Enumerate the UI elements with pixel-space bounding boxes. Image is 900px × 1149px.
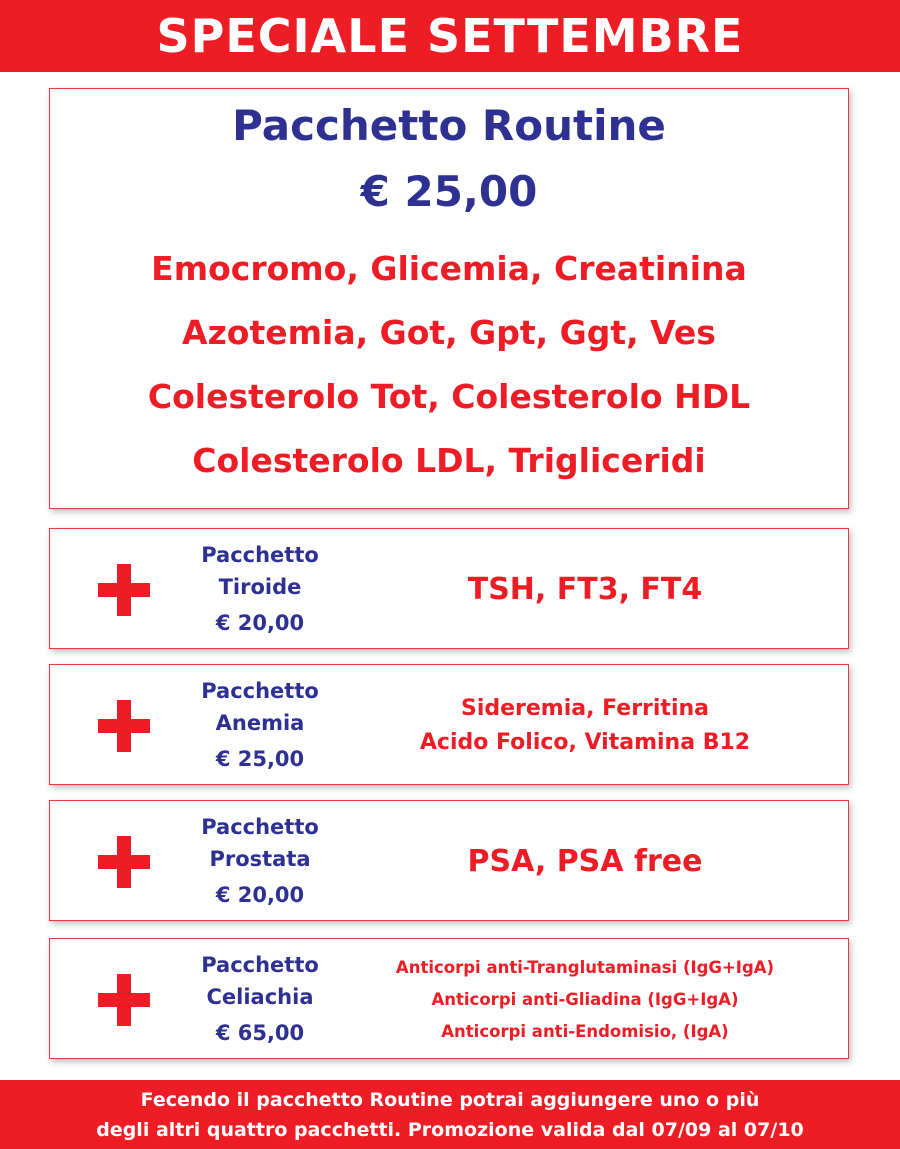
package-name bbox=[170, 539, 350, 603]
routine-test-line: Emocromo, Glicemia, Creatinina bbox=[151, 249, 747, 288]
package-card-prostata bbox=[49, 800, 849, 921]
routine-test-line: Azotemia, Got, Gpt, Ggt, Ves bbox=[182, 313, 716, 352]
package-test-line: PSA, PSA free bbox=[467, 844, 703, 879]
package-name-line: Pacchetto bbox=[201, 679, 319, 703]
package-test-line: Anticorpi anti-Endomisio, (IgA) bbox=[441, 1021, 729, 1041]
package-test-line: Acido Folico, Vitamina B12 bbox=[419, 729, 751, 755]
plus-icon bbox=[98, 700, 150, 752]
package-price: € 20,00 bbox=[215, 611, 305, 635]
plus-icon bbox=[98, 974, 150, 1026]
package-test-line: TSH, FT3, FT4 bbox=[467, 572, 703, 607]
plus-icon bbox=[98, 564, 150, 616]
footer-line: Fecendo il pacchetto Routine potrai aggiungere uno o più bbox=[140, 1088, 760, 1111]
routine-tests bbox=[50, 241, 848, 497]
package-name-line: Pacchetto bbox=[201, 543, 319, 567]
package-name-line: Prostata bbox=[209, 847, 311, 871]
routine-test-line: Colesterolo Tot, Colesterolo HDL bbox=[147, 377, 751, 416]
package-test-line: Anticorpi anti-Tranglutaminasi (IgG+IgA) bbox=[395, 957, 775, 977]
routine-test-line: Colesterolo LDL, Trigliceridi bbox=[192, 441, 706, 480]
package-tests bbox=[350, 529, 820, 650]
package-test-line: Anticorpi anti-Gliadina (IgG+IgA) bbox=[431, 989, 739, 1009]
package-card-tiroide bbox=[49, 528, 849, 649]
package-name bbox=[170, 811, 350, 875]
header-banner bbox=[0, 0, 900, 72]
footer-banner bbox=[0, 1080, 900, 1149]
package-test-line: Sideremia, Ferritina bbox=[460, 695, 709, 721]
routine-package-card bbox=[49, 88, 849, 509]
package-tests bbox=[350, 801, 820, 922]
package-tests bbox=[350, 665, 820, 786]
routine-title: Pacchetto Routine bbox=[232, 101, 666, 150]
footer-line: degli altri quattro pacchetti. Promozione valida dal 07/09 al 07/10 bbox=[96, 1118, 804, 1141]
routine-price: € 25,00 bbox=[360, 167, 538, 216]
package-name bbox=[170, 675, 350, 739]
package-price: € 20,00 bbox=[215, 883, 305, 907]
package-name-line: Anemia bbox=[215, 711, 305, 735]
package-price: € 65,00 bbox=[215, 1021, 305, 1045]
package-name-line: Tiroide bbox=[218, 575, 302, 599]
package-name bbox=[170, 949, 350, 1013]
package-tests bbox=[350, 939, 820, 1060]
package-card-celiachia bbox=[49, 938, 849, 1059]
package-name-line: Celiachia bbox=[206, 985, 314, 1009]
package-name-line: Pacchetto bbox=[201, 953, 319, 977]
header-title: SPECIALE SETTEMBRE bbox=[156, 9, 744, 63]
package-name-line: Pacchetto bbox=[201, 815, 319, 839]
plus-icon bbox=[98, 836, 150, 888]
package-card-anemia bbox=[49, 664, 849, 785]
package-price: € 25,00 bbox=[215, 747, 305, 771]
